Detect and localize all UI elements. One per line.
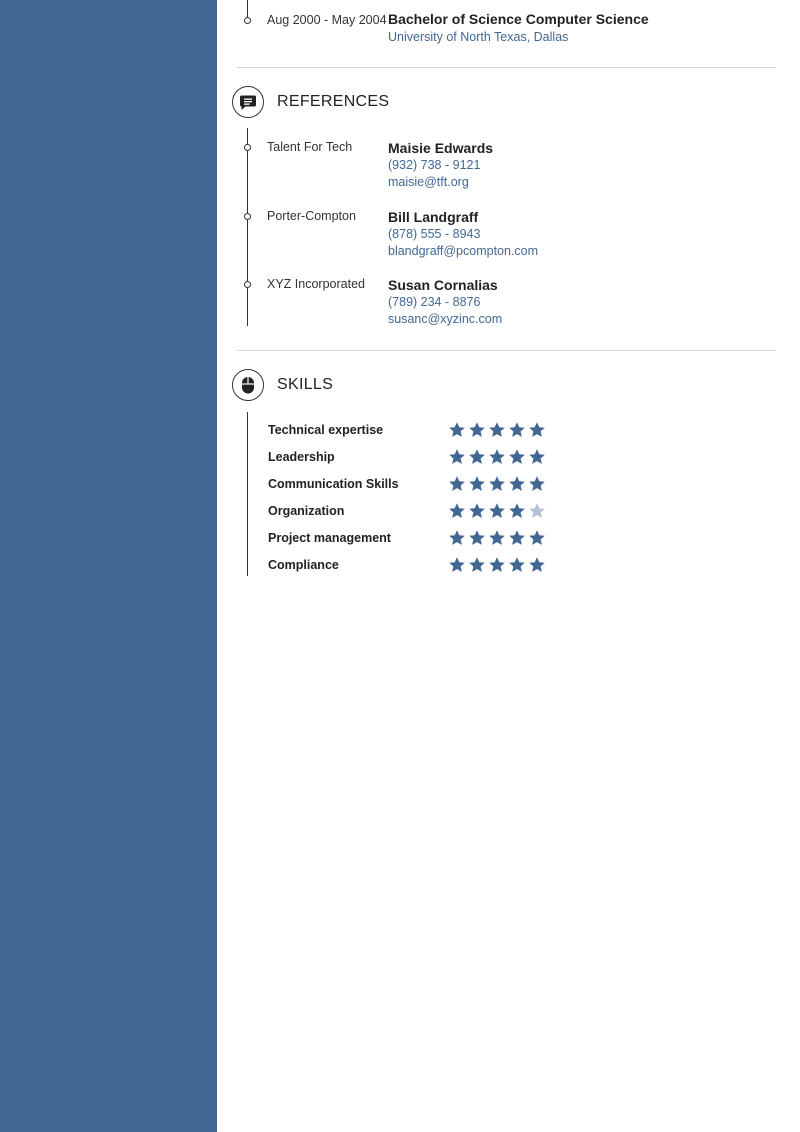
star-filled-icon (488, 475, 506, 493)
section-divider (237, 67, 776, 68)
star-filled-icon (468, 475, 486, 493)
star-filled-icon (508, 529, 526, 547)
chat-bubble-icon (232, 86, 264, 118)
skill-name: Technical expertise (268, 423, 384, 437)
star-empty-icon (528, 502, 546, 520)
reference-phone: (878) 555 - 8943 (388, 227, 481, 241)
star-filled-icon (488, 556, 506, 574)
education-school: University of North Texas, Dallas (388, 30, 569, 44)
timeline-dot (244, 17, 251, 24)
reference-company: Talent For Tech (267, 140, 353, 154)
reference-name: Maisie Edwards (388, 140, 494, 156)
star-filled-icon (528, 475, 546, 493)
skill-row (268, 475, 568, 495)
star-filled-icon (528, 529, 546, 547)
reference-phone: (932) 738 - 9121 (388, 158, 481, 172)
star-filled-icon (448, 556, 466, 574)
star-filled-icon (508, 502, 526, 520)
star-filled-icon (528, 556, 546, 574)
star-filled-icon (508, 475, 526, 493)
reference-email: susanc@xyzinc.com (388, 312, 503, 326)
timeline-dot (244, 213, 251, 220)
star-filled-icon (448, 529, 466, 547)
resume-main (217, 0, 800, 1132)
skill-name: Leadership (268, 450, 335, 464)
reference-name: Bill Landgraff (388, 209, 479, 225)
skills-title: SKILLS (277, 376, 334, 393)
star-filled-icon (528, 421, 546, 439)
sidebar-panel (0, 0, 217, 1132)
star-filled-icon (468, 502, 486, 520)
timeline-line (247, 412, 248, 576)
skill-name: Compliance (268, 558, 339, 572)
star-filled-icon (448, 421, 466, 439)
reference-company: Porter-Compton (267, 209, 356, 223)
star-filled-icon (488, 448, 506, 466)
star-filled-icon (468, 556, 486, 574)
skill-row (268, 529, 568, 549)
star-filled-icon (448, 475, 466, 493)
skill-name: Organization (268, 504, 345, 518)
skill-row (268, 556, 568, 576)
timeline-line (247, 128, 248, 326)
skill-row (268, 502, 568, 522)
skill-name: Communication Skills (268, 477, 399, 491)
education-degree: Bachelor of Science Computer Science (388, 11, 649, 27)
star-filled-icon (508, 421, 526, 439)
reference-phone: (789) 234 - 8876 (388, 295, 481, 309)
star-filled-icon (468, 529, 486, 547)
skill-row (268, 421, 568, 441)
skill-row (268, 448, 568, 468)
reference-email: blandgraff@pcompton.com (388, 244, 539, 258)
star-filled-icon (488, 421, 506, 439)
star-filled-icon (508, 556, 526, 574)
reference-email: maisie@tft.org (388, 175, 469, 189)
star-filled-icon (448, 502, 466, 520)
skill-name: Project management (268, 531, 391, 545)
education-date: Aug 2000 - May 2004 (267, 13, 387, 27)
star-filled-icon (488, 529, 506, 547)
reference-company: XYZ Incorporated (267, 277, 365, 291)
references-title: REFERENCES (277, 93, 390, 110)
reference-name: Susan Cornalias (388, 277, 498, 293)
star-filled-icon (528, 448, 546, 466)
timeline-dot (244, 281, 251, 288)
mouse-icon (232, 369, 264, 401)
star-filled-icon (468, 421, 486, 439)
timeline-dot (244, 144, 251, 151)
star-filled-icon (508, 448, 526, 466)
star-filled-icon (468, 448, 486, 466)
section-divider (237, 350, 776, 351)
star-filled-icon (488, 502, 506, 520)
star-filled-icon (448, 448, 466, 466)
